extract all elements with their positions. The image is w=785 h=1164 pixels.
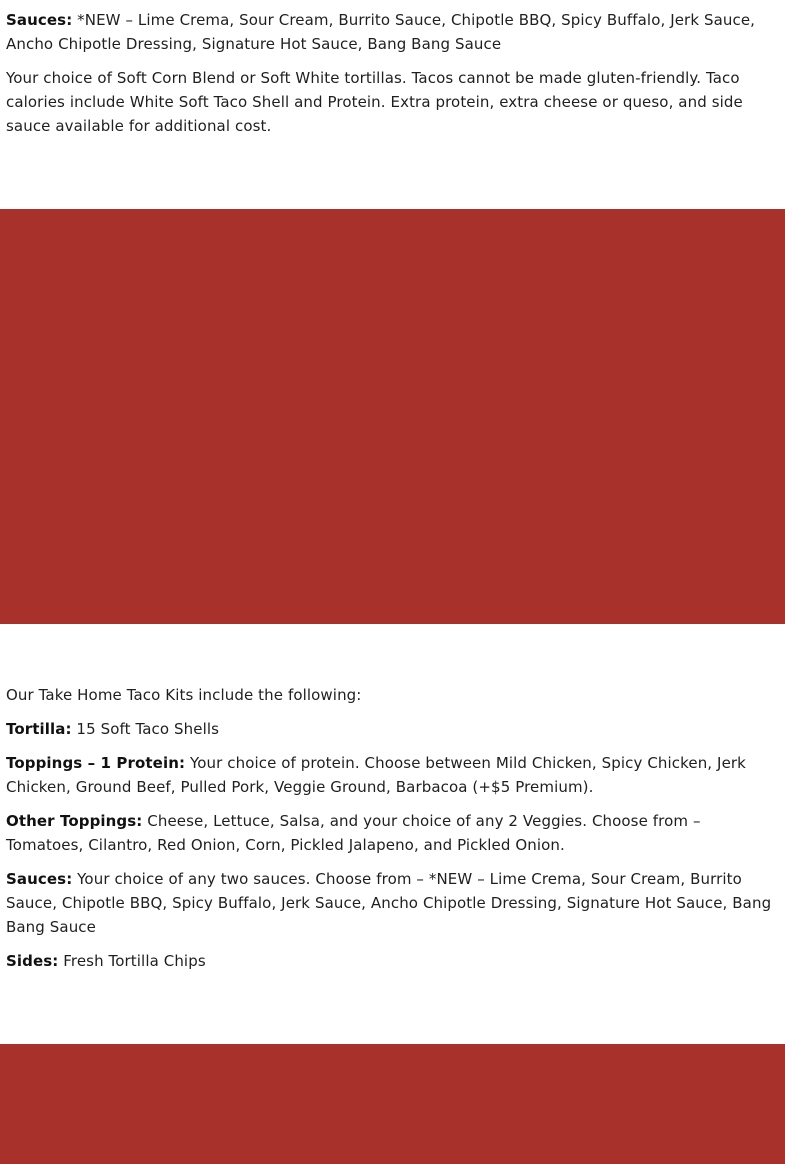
toppings-protein-label: Toppings – 1 Protein: — [6, 754, 186, 772]
top-menu-section — [6, 8, 778, 138]
other-toppings-paragraph — [6, 809, 778, 857]
red-banner-2 — [0, 1044, 785, 1164]
red-banner-1 — [0, 209, 785, 624]
tortilla-note-paragraph: Your choice of Soft Corn Blend or Soft White tortillas. Tacos cannot be made gluten-friendly. Taco calories include White Soft Taco Shell and Protein. Extra protein, extra cheese or queso, and side sauce available for additional cost. — [6, 69, 743, 135]
sauces-label: Sauces: — [6, 11, 73, 29]
taco-kits-section — [6, 683, 778, 973]
tortilla-paragraph — [6, 717, 778, 741]
other-toppings-text: Cheese, Lettuce, Salsa, and your choice of any 2 Veggies. Choose from – Tomatoes, Cilantro, Red Onion, Corn, Pickled Jalapeno, and Pickled Onion. — [6, 812, 701, 854]
tortilla-label: Tortilla: — [6, 720, 72, 738]
kit-sauces-label: Sauces: — [6, 870, 73, 888]
kit-sauces-text: Your choice of any two sauces. Choose from – *NEW – Lime Crema, Sour Cream, Burrito Sauce, Chipotle BBQ, Spicy Buffalo, Jerk Sauce, Ancho Chipotle Dressing, Signature Hot Sauce, Bang Bang Sauce — [6, 870, 772, 936]
sides-label: Sides: — [6, 952, 59, 970]
kit-sauces-paragraph — [6, 867, 778, 939]
toppings-protein-text: Your choice of protein. Choose between Mild Chicken, Spicy Chicken, Jerk Chicken, Ground Beef, Pulled Pork, Veggie Ground, Barbacoa (+$5 Premium). — [6, 754, 746, 796]
sides-paragraph — [6, 949, 778, 973]
sauces-paragraph — [6, 8, 778, 56]
sauces-text: *NEW – Lime Crema, Sour Cream, Burrito Sauce, Chipotle BBQ, Spicy Buffalo, Jerk Sauce, Ancho Chipotle Dressing, Signature Hot Sauce, Bang Bang Sauce — [6, 11, 756, 53]
sides-text: Fresh Tortilla Chips — [58, 952, 206, 970]
tortilla-text: 15 Soft Taco Shells — [71, 720, 220, 738]
taco-kits-intro: Our Take Home Taco Kits include the following: — [6, 686, 362, 704]
toppings-protein-paragraph — [6, 751, 778, 799]
other-toppings-label: Other Toppings: — [6, 812, 143, 830]
